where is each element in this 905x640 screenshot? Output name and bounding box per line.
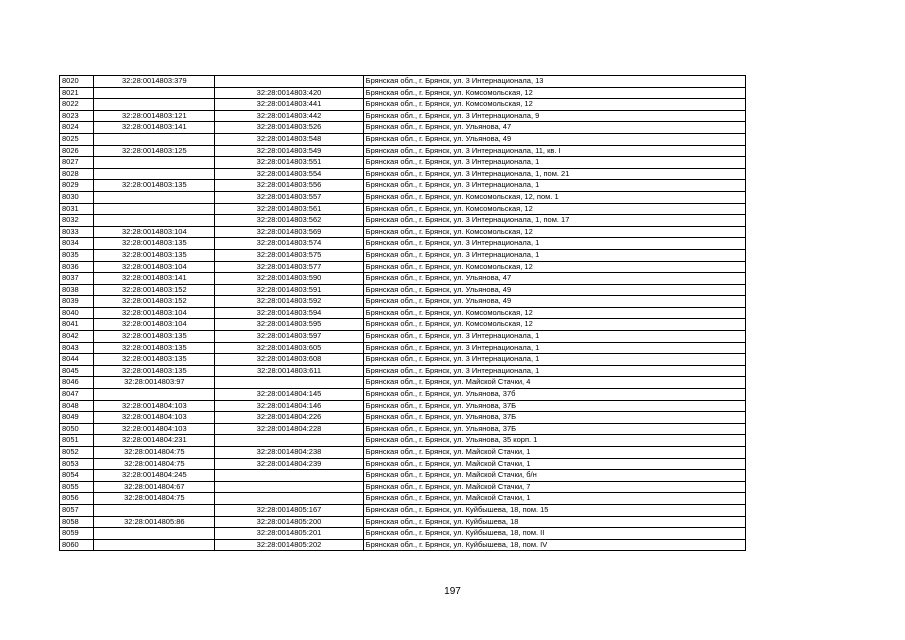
cadastral-number-cell: 32:28:0014803:135 <box>94 238 215 250</box>
address-cell: Брянская обл., г. Брянск, ул. Ульянова, 37Б <box>363 423 745 435</box>
object-cadastral-number-cell: 32:28:0014803:569 <box>215 226 363 238</box>
table-row <box>60 168 746 180</box>
table-row <box>60 377 746 389</box>
object-cadastral-number-cell: 32:28:0014803:591 <box>215 284 363 296</box>
object-cadastral-number-cell: 32:28:0014803:592 <box>215 296 363 308</box>
table-row <box>60 481 746 493</box>
cadastral-number-cell: 32:28:0014804:245 <box>94 470 215 482</box>
address-cell: Брянская обл., г. Брянск, ул. Комсомольская, 12 <box>363 261 745 273</box>
cadastral-number-cell: 32:28:0014803:141 <box>94 122 215 134</box>
table-row <box>60 354 746 366</box>
object-cadastral-number-cell <box>215 76 363 88</box>
table-row <box>60 516 746 528</box>
row-number-cell: 8045 <box>60 365 94 377</box>
row-number-cell: 8052 <box>60 447 94 459</box>
object-cadastral-number-cell: 32:28:0014803:594 <box>215 307 363 319</box>
object-cadastral-number-cell <box>215 435 363 447</box>
table-row <box>60 76 746 88</box>
table-row <box>60 342 746 354</box>
table-row <box>60 528 746 540</box>
row-number-cell: 8021 <box>60 87 94 99</box>
address-cell: Брянская обл., г. Брянск, ул. 3 Интернационала, 1 <box>363 342 745 354</box>
address-cell: Брянская обл., г. Брянск, ул. 3 Интернационала, 1, пом. 21 <box>363 168 745 180</box>
cadastral-number-cell <box>94 203 215 215</box>
object-cadastral-number-cell: 32:28:0014803:548 <box>215 133 363 145</box>
row-number-cell: 8041 <box>60 319 94 331</box>
table-row <box>60 191 746 203</box>
address-cell: Брянская обл., г. Брянск, ул. Майской Стачки, 1 <box>363 493 745 505</box>
cadastral-number-cell: 32:28:0014803:104 <box>94 307 215 319</box>
row-number-cell: 8020 <box>60 76 94 88</box>
address-cell: Брянская обл., г. Брянск, ул. Ульянова, 37Б <box>363 412 745 424</box>
object-cadastral-number-cell: 32:28:0014803:595 <box>215 319 363 331</box>
property-register-table <box>59 75 746 551</box>
table-row <box>60 389 746 401</box>
cadastral-number-cell: 32:28:0014803:152 <box>94 296 215 308</box>
address-cell: Брянская обл., г. Брянск, ул. Комсомольская, 12 <box>363 203 745 215</box>
address-cell: Брянская обл., г. Брянск, ул. Комсомольская, 12 <box>363 99 745 111</box>
row-number-cell: 8047 <box>60 389 94 401</box>
row-number-cell: 8050 <box>60 423 94 435</box>
row-number-cell: 8036 <box>60 261 94 273</box>
row-number-cell: 8054 <box>60 470 94 482</box>
cadastral-number-cell: 32:28:0014804:103 <box>94 412 215 424</box>
row-number-cell: 8037 <box>60 273 94 285</box>
row-number-cell: 8030 <box>60 191 94 203</box>
address-cell: Брянская обл., г. Брянск, ул. Майской Стачки, 1 <box>363 447 745 459</box>
table-row <box>60 412 746 424</box>
table-row <box>60 273 746 285</box>
address-cell: Брянская обл., г. Брянск, ул. 3 Интернационала, 13 <box>363 76 745 88</box>
object-cadastral-number-cell: 32:28:0014805:167 <box>215 504 363 516</box>
address-cell: Брянская обл., г. Брянск, ул. Ульянова, 37б <box>363 389 745 401</box>
object-cadastral-number-cell: 32:28:0014805:201 <box>215 528 363 540</box>
table-row <box>60 157 746 169</box>
table-row <box>60 122 746 134</box>
table-row <box>60 284 746 296</box>
row-number-cell: 8033 <box>60 226 94 238</box>
object-cadastral-number-cell: 32:28:0014804:239 <box>215 458 363 470</box>
table-row <box>60 249 746 261</box>
row-number-cell: 8043 <box>60 342 94 354</box>
row-number-cell: 8049 <box>60 412 94 424</box>
table-row <box>60 400 746 412</box>
row-number-cell: 8060 <box>60 539 94 551</box>
table-row <box>60 435 746 447</box>
table-row <box>60 365 746 377</box>
object-cadastral-number-cell <box>215 470 363 482</box>
address-cell: Брянская обл., г. Брянск, ул. Куйбышева, 18, пом. II <box>363 528 745 540</box>
row-number-cell: 8035 <box>60 249 94 261</box>
table-row <box>60 180 746 192</box>
object-cadastral-number-cell: 32:28:0014803:575 <box>215 249 363 261</box>
address-cell: Брянская обл., г. Брянск, ул. Ульянова, 47 <box>363 273 745 285</box>
cadastral-number-cell: 32:28:0014804:75 <box>94 493 215 505</box>
row-number-cell: 8042 <box>60 331 94 343</box>
address-cell: Брянская обл., г. Брянск, ул. 3 Интернационала, 11, кв. I <box>363 145 745 157</box>
cadastral-number-cell: 32:28:0014803:135 <box>94 249 215 261</box>
cadastral-number-cell <box>94 168 215 180</box>
cadastral-number-cell: 32:28:0014803:104 <box>94 319 215 331</box>
address-cell: Брянская обл., г. Брянск, ул. 3 Интернационала, 1 <box>363 331 745 343</box>
address-cell: Брянская обл., г. Брянск, ул. 3 Интернационала, 1 <box>363 180 745 192</box>
object-cadastral-number-cell: 32:28:0014803:608 <box>215 354 363 366</box>
register-table-body <box>60 76 746 551</box>
row-number-cell: 8053 <box>60 458 94 470</box>
object-cadastral-number-cell: 32:28:0014803:551 <box>215 157 363 169</box>
cadastral-number-cell: 32:28:0014803:135 <box>94 342 215 354</box>
object-cadastral-number-cell: 32:28:0014804:238 <box>215 447 363 459</box>
table-row <box>60 110 746 122</box>
cadastral-number-cell: 32:28:0014803:104 <box>94 261 215 273</box>
table-row <box>60 99 746 111</box>
address-cell: Брянская обл., г. Брянск, ул. 3 Интернационала, 1 <box>363 157 745 169</box>
object-cadastral-number-cell: 32:28:0014804:146 <box>215 400 363 412</box>
object-cadastral-number-cell: 32:28:0014803:561 <box>215 203 363 215</box>
cadastral-number-cell: 32:28:0014803:141 <box>94 273 215 285</box>
address-cell: Брянская обл., г. Брянск, ул. Майской Стачки, б/н <box>363 470 745 482</box>
address-cell: Брянская обл., г. Брянск, ул. Комсомольская, 12 <box>363 307 745 319</box>
cadastral-number-cell: 32:28:0014803:104 <box>94 226 215 238</box>
table-row <box>60 87 746 99</box>
page-number: 197 <box>444 586 461 597</box>
cadastral-number-cell: 32:28:0014803:135 <box>94 354 215 366</box>
object-cadastral-number-cell: 32:28:0014803:556 <box>215 180 363 192</box>
address-cell: Брянская обл., г. Брянск, ул. 3 Интернационала, 1 <box>363 249 745 261</box>
table-row <box>60 331 746 343</box>
table-row <box>60 319 746 331</box>
address-cell: Брянская обл., г. Брянск, ул. Куйбышева, 18 <box>363 516 745 528</box>
address-cell: Брянская обл., г. Брянск, ул. Комсомольская, 12 <box>363 226 745 238</box>
cadastral-number-cell: 32:28:0014804:67 <box>94 481 215 493</box>
cadastral-number-cell: 32:28:0014803:135 <box>94 180 215 192</box>
row-number-cell: 8055 <box>60 481 94 493</box>
row-number-cell: 8034 <box>60 238 94 250</box>
row-number-cell: 8022 <box>60 99 94 111</box>
address-cell: Брянская обл., г. Брянск, ул. 3 Интернационала, 1 <box>363 354 745 366</box>
cadastral-number-cell <box>94 133 215 145</box>
cadastral-number-cell: 32:28:0014804:231 <box>94 435 215 447</box>
address-cell: Брянская обл., г. Брянск, ул. Ульянова, 37Б <box>363 400 745 412</box>
cadastral-number-cell: 32:28:0014803:379 <box>94 76 215 88</box>
cadastral-number-cell <box>94 389 215 401</box>
object-cadastral-number-cell: 32:28:0014805:200 <box>215 516 363 528</box>
row-number-cell: 8048 <box>60 400 94 412</box>
row-number-cell: 8051 <box>60 435 94 447</box>
cadastral-number-cell <box>94 528 215 540</box>
table-row <box>60 504 746 516</box>
cadastral-number-cell <box>94 504 215 516</box>
table-row <box>60 215 746 227</box>
address-cell: Брянская обл., г. Брянск, ул. 3 Интернационала, 9 <box>363 110 745 122</box>
row-number-cell: 8040 <box>60 307 94 319</box>
row-number-cell: 8024 <box>60 122 94 134</box>
address-cell: Брянская обл., г. Брянск, ул. Майской Стачки, 4 <box>363 377 745 389</box>
object-cadastral-number-cell: 32:28:0014803:605 <box>215 342 363 354</box>
row-number-cell: 8031 <box>60 203 94 215</box>
row-number-cell: 8028 <box>60 168 94 180</box>
address-cell: Брянская обл., г. Брянск, ул. Ульянова, 47 <box>363 122 745 134</box>
object-cadastral-number-cell: 32:28:0014804:228 <box>215 423 363 435</box>
cadastral-number-cell <box>94 539 215 551</box>
object-cadastral-number-cell: 32:28:0014803:597 <box>215 331 363 343</box>
object-cadastral-number-cell: 32:28:0014803:562 <box>215 215 363 227</box>
object-cadastral-number-cell <box>215 493 363 505</box>
cadastral-number-cell: 32:28:0014803:125 <box>94 145 215 157</box>
address-cell: Брянская обл., г. Брянск, ул. Ульянова, 49 <box>363 284 745 296</box>
object-cadastral-number-cell <box>215 481 363 493</box>
cadastral-number-cell: 32:28:0014804:75 <box>94 458 215 470</box>
address-cell: Брянская обл., г. Брянск, ул. Майской Стачки, 1 <box>363 458 745 470</box>
object-cadastral-number-cell: 32:28:0014803:611 <box>215 365 363 377</box>
address-cell: Брянская обл., г. Брянск, ул. 3 Интернационала, 1, пом. 17 <box>363 215 745 227</box>
table-row <box>60 133 746 145</box>
object-cadastral-number-cell: 32:28:0014803:577 <box>215 261 363 273</box>
table-row <box>60 470 746 482</box>
address-cell: Брянская обл., г. Брянск, ул. 3 Интернационала, 1 <box>363 238 745 250</box>
cadastral-number-cell <box>94 87 215 99</box>
table-row <box>60 238 746 250</box>
table-row <box>60 261 746 273</box>
address-cell: Брянская обл., г. Брянск, ул. Комсомольская, 12 <box>363 319 745 331</box>
table-row <box>60 203 746 215</box>
object-cadastral-number-cell: 32:28:0014803:574 <box>215 238 363 250</box>
table-row <box>60 145 746 157</box>
object-cadastral-number-cell: 32:28:0014803:526 <box>215 122 363 134</box>
object-cadastral-number-cell: 32:28:0014803:442 <box>215 110 363 122</box>
table-row <box>60 226 746 238</box>
row-number-cell: 8039 <box>60 296 94 308</box>
cadastral-number-cell: 32:28:0014804:103 <box>94 423 215 435</box>
row-number-cell: 8027 <box>60 157 94 169</box>
table-row <box>60 458 746 470</box>
row-number-cell: 8029 <box>60 180 94 192</box>
cadastral-number-cell: 32:28:0014803:152 <box>94 284 215 296</box>
row-number-cell: 8026 <box>60 145 94 157</box>
object-cadastral-number-cell: 32:28:0014803:590 <box>215 273 363 285</box>
cadastral-number-cell <box>94 215 215 227</box>
cadastral-number-cell: 32:28:0014803:135 <box>94 331 215 343</box>
object-cadastral-number-cell: 32:28:0014803:420 <box>215 87 363 99</box>
cadastral-number-cell: 32:28:0014804:75 <box>94 447 215 459</box>
cadastral-number-cell: 32:28:0014803:121 <box>94 110 215 122</box>
address-cell: Брянская обл., г. Брянск, ул. Ульянова, 49 <box>363 133 745 145</box>
row-number-cell: 8025 <box>60 133 94 145</box>
cadastral-number-cell: 32:28:0014803:135 <box>94 365 215 377</box>
object-cadastral-number-cell: 32:28:0014804:226 <box>215 412 363 424</box>
address-cell: Брянская обл., г. Брянск, ул. Комсомольская, 12, пом. 1 <box>363 191 745 203</box>
cadastral-number-cell <box>94 99 215 111</box>
table-row <box>60 296 746 308</box>
table-row <box>60 493 746 505</box>
address-cell: Брянская обл., г. Брянск, ул. 3 Интернационала, 1 <box>363 365 745 377</box>
cadastral-number-cell: 32:28:0014804:103 <box>94 400 215 412</box>
row-number-cell: 8044 <box>60 354 94 366</box>
object-cadastral-number-cell: 32:28:0014803:549 <box>215 145 363 157</box>
object-cadastral-number-cell <box>215 377 363 389</box>
address-cell: Брянская обл., г. Брянск, ул. Майской Стачки, 7 <box>363 481 745 493</box>
address-cell: Брянская обл., г. Брянск, ул. Куйбышева, 18, пом. IV <box>363 539 745 551</box>
object-cadastral-number-cell: 32:28:0014803:441 <box>215 99 363 111</box>
row-number-cell: 8059 <box>60 528 94 540</box>
row-number-cell: 8046 <box>60 377 94 389</box>
address-cell: Брянская обл., г. Брянск, ул. Комсомольская, 12 <box>363 87 745 99</box>
table-row <box>60 539 746 551</box>
object-cadastral-number-cell: 32:28:0014803:554 <box>215 168 363 180</box>
object-cadastral-number-cell: 32:28:0014804:145 <box>215 389 363 401</box>
row-number-cell: 8058 <box>60 516 94 528</box>
table-row <box>60 423 746 435</box>
object-cadastral-number-cell: 32:28:0014805:202 <box>215 539 363 551</box>
address-cell: Брянская обл., г. Брянск, ул. Куйбышева, 18, пом. 15 <box>363 504 745 516</box>
cadastral-number-cell <box>94 191 215 203</box>
row-number-cell: 8023 <box>60 110 94 122</box>
cadastral-number-cell: 32:28:0014803:97 <box>94 377 215 389</box>
row-number-cell: 8056 <box>60 493 94 505</box>
table-row <box>60 447 746 459</box>
table-row <box>60 307 746 319</box>
row-number-cell: 8057 <box>60 504 94 516</box>
address-cell: Брянская обл., г. Брянск, ул. Ульянова, 35 корп. 1 <box>363 435 745 447</box>
row-number-cell: 8038 <box>60 284 94 296</box>
address-cell: Брянская обл., г. Брянск, ул. Ульянова, 49 <box>363 296 745 308</box>
row-number-cell: 8032 <box>60 215 94 227</box>
cadastral-number-cell: 32:28:0014805:86 <box>94 516 215 528</box>
object-cadastral-number-cell: 32:28:0014803:557 <box>215 191 363 203</box>
cadastral-number-cell <box>94 157 215 169</box>
